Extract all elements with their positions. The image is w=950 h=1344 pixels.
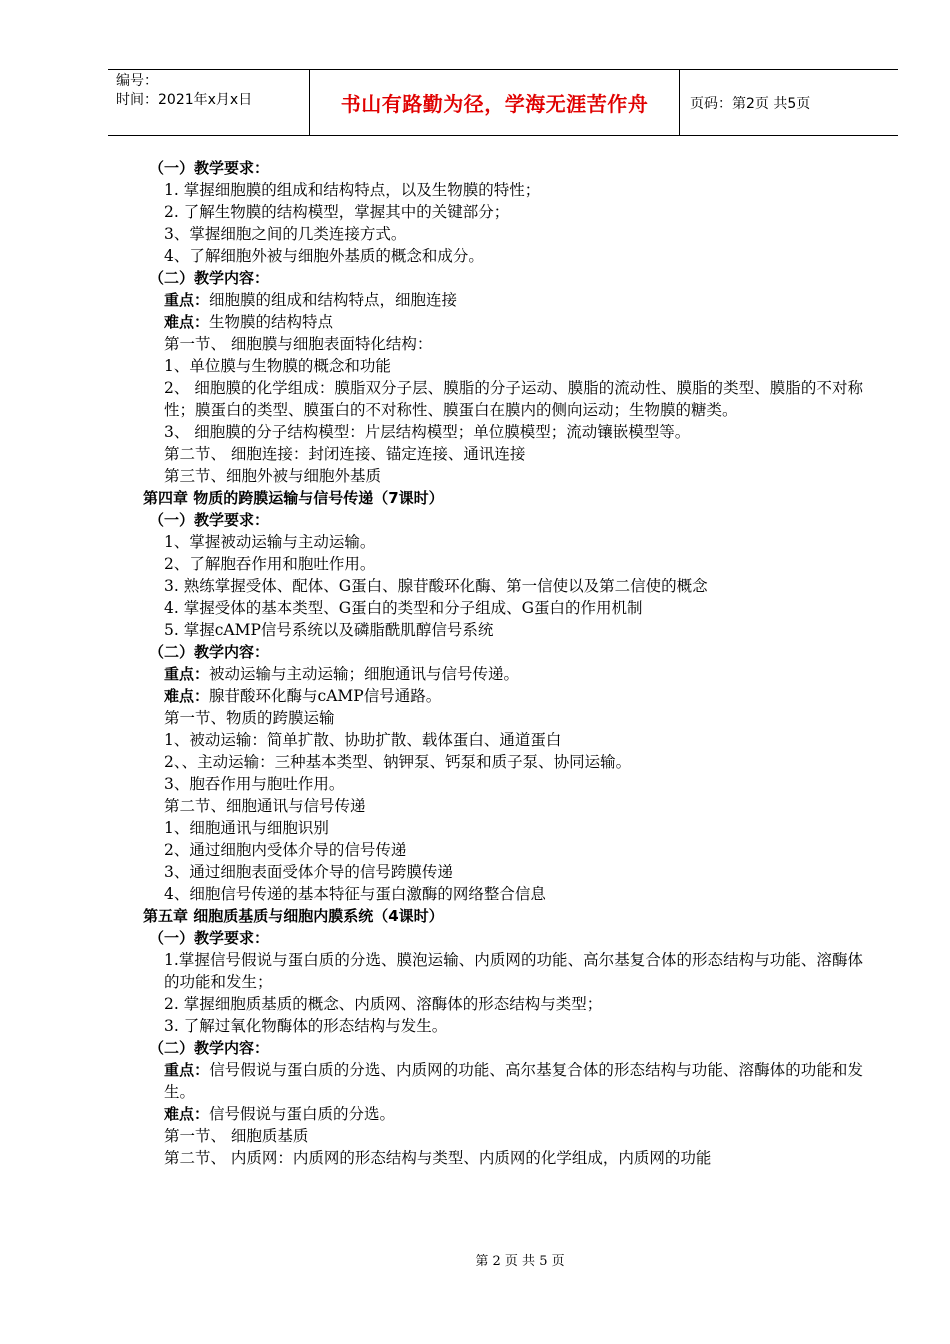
text-line [143, 949, 863, 993]
line-text: 1、被动运输：简单扩散、协助扩散、载体蛋白、通道蛋白 [164, 731, 562, 749]
text-line [143, 443, 863, 465]
line-text: 第四章 物质的跨膜运输与信号传递（7课时） [143, 489, 444, 507]
text-line [143, 1103, 863, 1125]
line-text: 1、细胞通讯与细胞识别 [164, 819, 329, 837]
line-text: 第二节、 细胞连接：封闭连接、锚定连接、通讯连接 [164, 445, 526, 463]
text-line [143, 575, 863, 597]
text-line [143, 597, 863, 619]
line-text: 1.掌握信号假说与蛋白质的分选、膜泡运输、内质网的功能、高尔基复合体的形态结构与功能、溶酶体的功能和发生； [164, 951, 863, 991]
line-text: 信号假说与蛋白质的分选、内质网的功能、高尔基复合体的形态结构与功能、溶酶体的功能和发生。 [164, 1061, 863, 1101]
section-heading [143, 267, 863, 289]
page-footer: 第 2 页 共 5 页 [475, 1254, 565, 1269]
line-text: 第二节、细胞通讯与信号传递 [164, 797, 366, 815]
text-line [143, 795, 863, 817]
key-label: 重点： [164, 1061, 210, 1079]
text-line [143, 707, 863, 729]
line-text: 第一节、 细胞质基质 [164, 1127, 309, 1145]
section-heading [143, 509, 863, 531]
section-heading [143, 1037, 863, 1059]
text-line [143, 421, 863, 443]
line-text: 5. 掌握cAMP信号系统以及磷脂酰肌醇信号系统 [164, 621, 494, 639]
line-text: （一）教学要求： [149, 159, 270, 177]
line-text: 3. 熟练掌握受体、配体、G蛋白、腺苷酸环化酶、第一信使以及第二信使的概念 [164, 577, 708, 595]
text-line [143, 861, 863, 883]
line-text: 第五章 细胞质基质与细胞内膜系统（4课时） [143, 907, 444, 925]
text-line [143, 223, 863, 245]
line-text: 2、 细胞膜的化学组成：膜脂双分子层、膜脂的分子运动、膜脂的流动性、膜脂的类型、膜脂的不对称性；膜蛋白的类型、膜蛋白的不对称性、膜蛋白在膜内的侧向运动；生物膜的糖类。 [164, 379, 863, 419]
line-text: 细胞膜的组成和结构特点，细胞连接 [209, 291, 458, 309]
text-line [143, 355, 863, 377]
section-heading [143, 487, 863, 509]
document-body [143, 157, 863, 1169]
text-line [143, 993, 863, 1015]
section-heading [143, 927, 863, 949]
text-line [143, 1125, 863, 1147]
key-label: 重点： [164, 291, 210, 309]
text-line [143, 1015, 863, 1037]
key-label: 难点： [164, 687, 210, 705]
line-text: 2. 掌握细胞质基质的概念、内质网、溶酶体的形态结构与类型； [164, 995, 603, 1013]
line-text: 1. 掌握细胞膜的组成和结构特点，以及生物膜的特性； [164, 181, 541, 199]
text-line [143, 553, 863, 575]
line-text: 3. 了解过氧化物酶体的形态结构与发生。 [164, 1017, 448, 1035]
line-text: （一）教学要求： [149, 929, 270, 947]
text-line [143, 201, 863, 223]
line-text: （二）教学内容： [149, 643, 270, 661]
text-line [143, 289, 863, 311]
line-text: 2. 了解生物膜的结构模型，掌握其中的关键部分； [164, 203, 510, 221]
section-heading [143, 905, 863, 927]
text-line [143, 377, 863, 421]
line-text: （二）教学内容： [149, 269, 270, 287]
line-text: 4. 掌握受体的基本类型、G蛋白的类型和分子组成、G蛋白的作用机制 [164, 599, 643, 617]
text-line [143, 729, 863, 751]
text-line [143, 751, 863, 773]
line-text: 3、胞吞作用与胞吐作用。 [164, 775, 345, 793]
line-text: 2、、主动运输：三种基本类型、钠钾泵、钙泵和质子泵、协同运输。 [164, 753, 632, 771]
line-text: 第一节、 细胞膜与细胞表面特化结构： [164, 335, 433, 353]
line-text: 3、 细胞膜的分子结构模型：片层结构模型；单位膜模型；流动镶嵌模型等。 [164, 423, 691, 441]
line-text: 3、掌握细胞之间的几类连接方式。 [164, 225, 407, 243]
section-heading [143, 641, 863, 663]
key-label: 难点： [164, 1105, 210, 1123]
number-label: 编号： [116, 73, 158, 89]
text-line [143, 531, 863, 553]
text-line [143, 839, 863, 861]
key-label: 重点： [164, 665, 210, 683]
line-text: 2、通过细胞内受体介导的信号传递 [164, 841, 407, 859]
line-text: 4、细胞信号传递的基本特征与蛋白激酶的网络整合信息 [164, 885, 546, 903]
key-label: 难点： [164, 313, 210, 331]
line-text: （二）教学内容： [149, 1039, 270, 1057]
line-text: 腺苷酸环化酶与cAMP信号通路。 [209, 687, 442, 705]
text-line [143, 245, 863, 267]
text-line [143, 465, 863, 487]
date-label: 时间：2021年x月x日 [116, 92, 253, 108]
header-page-number: 页码：第2页 共5页 [690, 95, 811, 112]
text-line [143, 179, 863, 201]
text-line [143, 773, 863, 795]
header-motto: 书山有路勤为径，学海无涯苦作舟 [310, 70, 680, 135]
page-header [108, 69, 898, 136]
text-line [143, 685, 863, 707]
section-heading [143, 157, 863, 179]
header-meta [108, 70, 310, 135]
line-text: 2、了解胞吞作用和胞吐作用。 [164, 555, 376, 573]
text-line [143, 311, 863, 333]
text-line [143, 1059, 863, 1103]
line-text: 生物膜的结构特点 [209, 313, 334, 331]
line-text: 信号假说与蛋白质的分选。 [209, 1105, 396, 1123]
text-line [143, 619, 863, 641]
line-text: （一）教学要求： [149, 511, 270, 529]
line-text: 第二节、 内质网：内质网的形态结构与类型、内质网的化学组成，内质网的功能 [164, 1149, 712, 1167]
line-text: 3、通过细胞表面受体介导的信号跨膜传递 [164, 863, 453, 881]
line-text: 1、掌握被动运输与主动运输。 [164, 533, 376, 551]
text-line [143, 883, 863, 905]
text-line [143, 333, 863, 355]
line-text: 第一节、物质的跨膜运输 [164, 709, 335, 727]
text-line [143, 1147, 863, 1169]
line-text: 4、了解细胞外被与细胞外基质的概念和成分。 [164, 247, 484, 265]
text-line [143, 817, 863, 839]
line-text: 第三节、细胞外被与细胞外基质 [164, 467, 382, 485]
line-text: 1、单位膜与生物膜的概念和功能 [164, 357, 391, 375]
text-line [143, 663, 863, 685]
line-text: 被动运输与主动运输；细胞通讯与信号传递。 [209, 665, 520, 683]
